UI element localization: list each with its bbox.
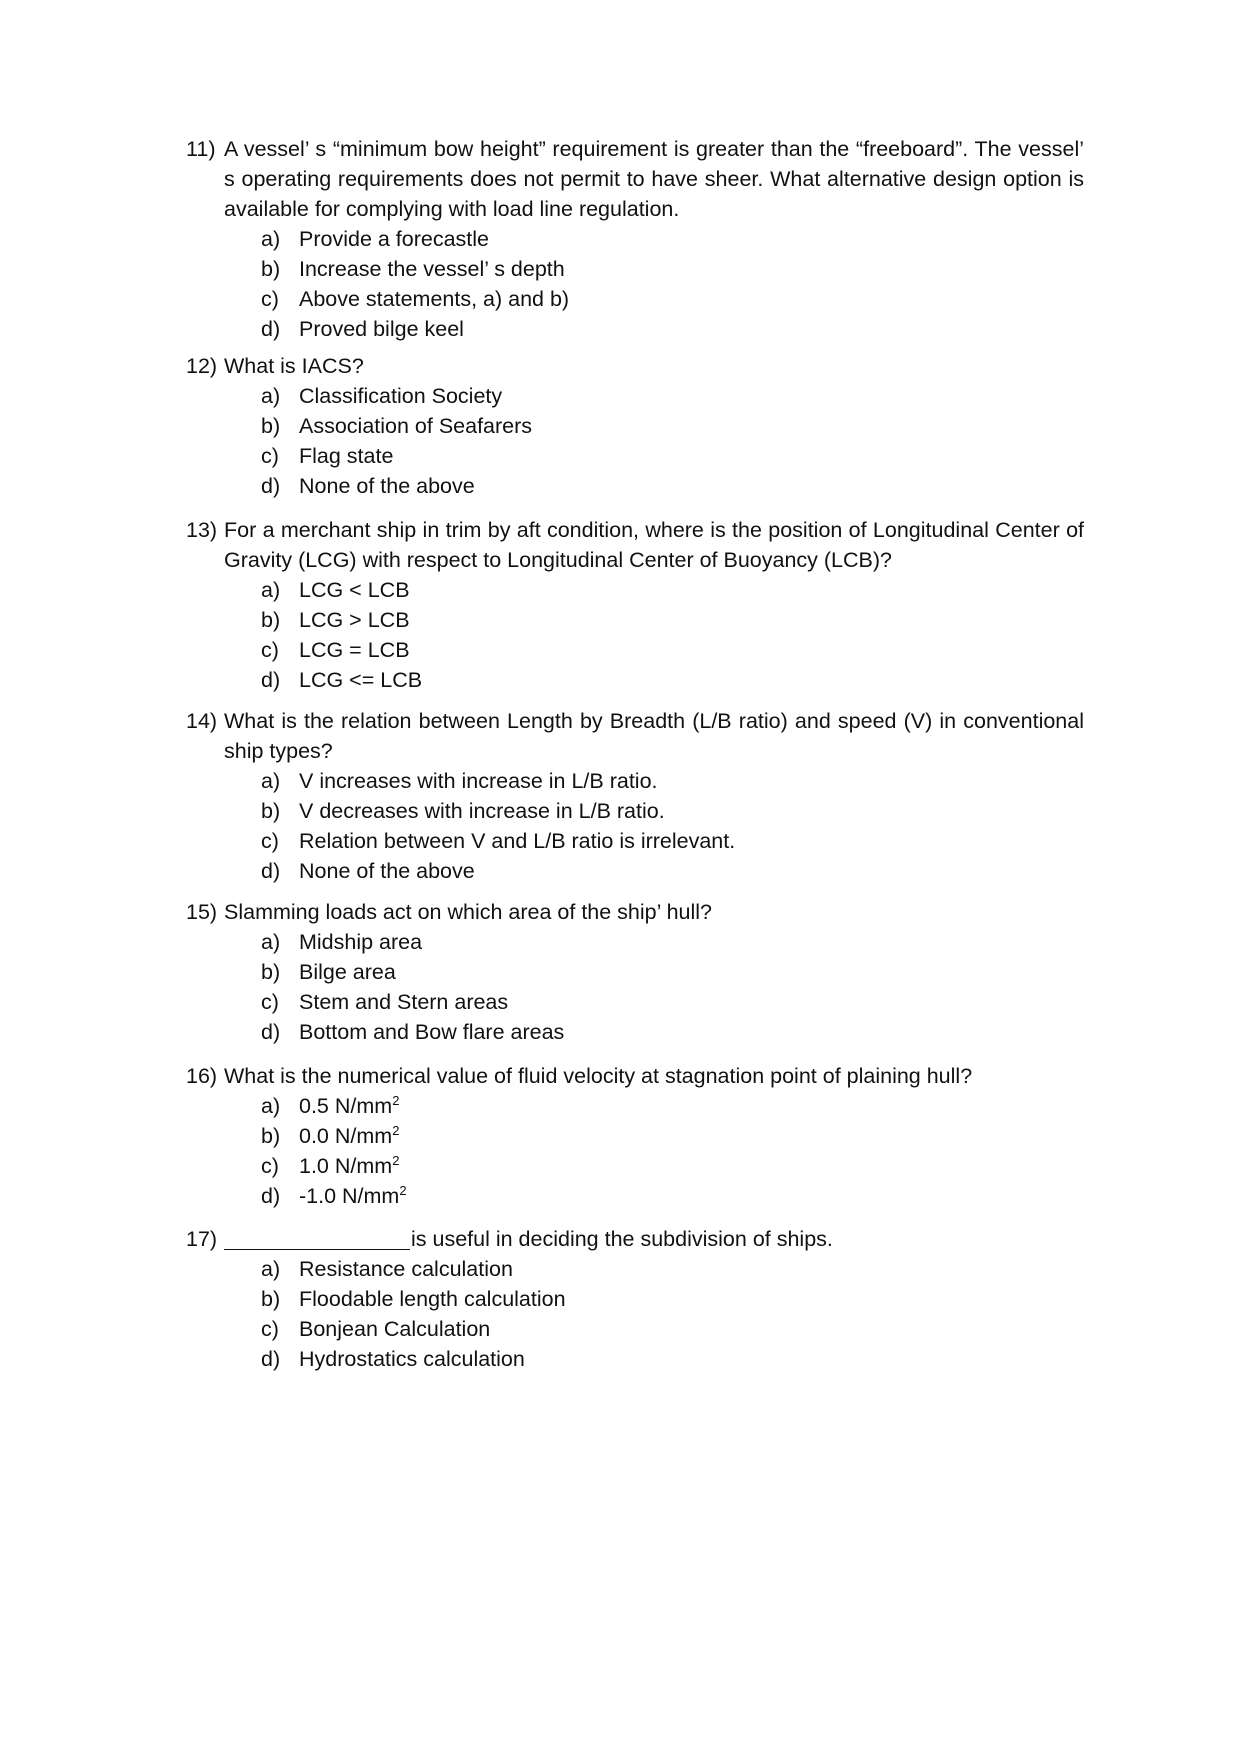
- option-text: LCG <= LCB: [299, 668, 423, 692]
- option-label: c): [261, 444, 279, 468]
- option-label: a): [261, 227, 281, 251]
- option-label: d): [261, 1184, 281, 1208]
- question-12: [186, 351, 1084, 501]
- option-text: 1.0 $N/mm^2$: [299, 1152, 400, 1178]
- option-label: c): [261, 990, 279, 1014]
- superscript: 2: [392, 1122, 400, 1138]
- option-list: [186, 766, 1084, 886]
- option-text: Resistance calculation: [299, 1257, 513, 1281]
- question-text-with-blank: [224, 1224, 1084, 1254]
- option-b: [261, 411, 1084, 441]
- option-label: d): [261, 859, 281, 883]
- option-text: Floodable length calculation: [299, 1287, 566, 1311]
- option-text: 0.0 $N/mm^2$: [299, 1122, 400, 1148]
- option-label: a): [261, 384, 281, 408]
- option-text: LCG = LCB: [299, 638, 410, 662]
- question-number: 13): [186, 518, 218, 542]
- option-b: [261, 605, 1084, 635]
- option-list: [186, 927, 1084, 1047]
- option-c: [261, 441, 1084, 471]
- option-label: b): [261, 1287, 281, 1311]
- question-text: What is the numerical value of fluid velocity at stagnation point of plaining hull?: [224, 1064, 973, 1088]
- option-c: [261, 987, 1084, 1017]
- option-label: c): [261, 1317, 279, 1341]
- option-label: b): [261, 960, 281, 984]
- option-text: Hydrostatics calculation: [299, 1347, 525, 1371]
- option-text: None of the above: [299, 474, 475, 498]
- superscript: 2: [392, 1092, 400, 1108]
- option-a: [261, 1091, 1084, 1121]
- question-text: For a merchant ship in trim by aft condition, where is the position of Longitudinal Center of Gravity (LCG) with respect to Longitudinal Center of Buoyancy (LCB)?: [224, 518, 1084, 572]
- question-text: Slamming loads act on which area of the ship’ hull?: [224, 900, 713, 924]
- option-label: c): [261, 829, 279, 853]
- option-text: LCG < LCB: [299, 578, 410, 602]
- question-16: [186, 1061, 1084, 1211]
- option-list: [186, 1254, 1084, 1374]
- option-a: [261, 381, 1084, 411]
- option-list: [186, 575, 1084, 695]
- question-number: 15): [186, 900, 218, 924]
- option-c: [261, 284, 1084, 314]
- question-number: 12): [186, 354, 218, 378]
- option-text: Above statements, a) and b): [299, 287, 570, 311]
- option-label: a): [261, 930, 281, 954]
- question-text: What is the relation between Length by Breadth (L/B ratio) and speed (V) in conventional ship types?: [224, 709, 1084, 763]
- superscript: 2: [399, 1182, 407, 1198]
- option-text: V increases with increase in L/B ratio.: [299, 769, 658, 793]
- option-label: a): [261, 769, 281, 793]
- option-text: Association of Seafarers: [299, 414, 533, 438]
- option-text: Relation between V and L/B ratio is irrelevant.: [299, 829, 736, 853]
- option-label: c): [261, 1154, 279, 1178]
- option-text: V decreases with increase in L/B ratio.: [299, 799, 665, 823]
- option-c: [261, 826, 1084, 856]
- option-b: [261, 796, 1084, 826]
- option-b: [261, 1284, 1084, 1314]
- option-list: [186, 1091, 1084, 1211]
- option-b: [261, 1121, 1084, 1151]
- fill-in-blank: [224, 1227, 410, 1250]
- option-text: Bilge area: [299, 960, 396, 984]
- question-number: 16): [186, 1064, 218, 1088]
- question-17: [186, 1224, 1084, 1374]
- option-a: [261, 927, 1084, 957]
- question-number: 14): [186, 709, 218, 733]
- option-a: [261, 575, 1084, 605]
- option-d: [261, 1344, 1084, 1374]
- option-label: b): [261, 1124, 281, 1148]
- option-d: [261, 471, 1084, 501]
- option-label: c): [261, 638, 279, 662]
- option-text: Flag state: [299, 444, 394, 468]
- option-a: [261, 224, 1084, 254]
- option-d: [261, 665, 1084, 695]
- question-number: 17): [186, 1227, 218, 1251]
- question-text: What is IACS?: [224, 354, 364, 378]
- option-list: [186, 224, 1084, 344]
- option-label: b): [261, 608, 281, 632]
- question-number: 11): [186, 137, 216, 161]
- option-text: Proved bilge keel: [299, 317, 464, 341]
- option-text: Midship area: [299, 930, 423, 954]
- question-11: [186, 134, 1084, 344]
- option-text: Increase the vessel’ s depth: [299, 257, 565, 281]
- option-text: Classification Society: [299, 384, 503, 408]
- option-d: [261, 856, 1084, 886]
- option-c: [261, 1314, 1084, 1344]
- option-label: d): [261, 668, 281, 692]
- option-a: [261, 766, 1084, 796]
- option-b: [261, 957, 1084, 987]
- question-13: [186, 515, 1084, 695]
- option-label: a): [261, 1257, 281, 1281]
- question-14: [186, 706, 1084, 886]
- option-c: [261, 635, 1084, 665]
- option-text: Bottom and Bow flare areas: [299, 1020, 565, 1044]
- option-text: Bonjean Calculation: [299, 1317, 491, 1341]
- option-text: 0.5 $N/mm^2$: [299, 1092, 400, 1118]
- option-list: [186, 381, 1084, 501]
- option-label: c): [261, 287, 279, 311]
- option-label: b): [261, 799, 281, 823]
- option-label: d): [261, 1347, 281, 1371]
- option-label: b): [261, 257, 281, 281]
- option-label: d): [261, 474, 281, 498]
- question-text: A vessel’ s “minimum bow height” requirement is greater than the “freeboard”. The vessel’ s operating requirements does not permit to have sheer. What alternative design option is available for complying with load line regulation.: [224, 137, 1084, 221]
- option-text: Provide a forecastle: [299, 227, 490, 251]
- option-d: [261, 314, 1084, 344]
- option-c: [261, 1151, 1084, 1181]
- option-text: -1.0 $N/mm^2$: [299, 1182, 407, 1208]
- option-label: d): [261, 317, 281, 341]
- option-text: Stem and Stern areas: [299, 990, 509, 1014]
- option-label: d): [261, 1020, 281, 1044]
- question-text: is useful in deciding the subdivision of ships.: [411, 1227, 833, 1251]
- question-15: [186, 897, 1084, 1047]
- option-d: [261, 1017, 1084, 1047]
- option-text: None of the above: [299, 859, 475, 883]
- option-label: a): [261, 578, 281, 602]
- option-d: [261, 1181, 1084, 1211]
- option-b: [261, 254, 1084, 284]
- option-a: [261, 1254, 1084, 1284]
- option-label: b): [261, 414, 281, 438]
- option-label: a): [261, 1094, 281, 1118]
- superscript: 2: [392, 1152, 400, 1168]
- option-text: LCG > LCB: [299, 608, 410, 632]
